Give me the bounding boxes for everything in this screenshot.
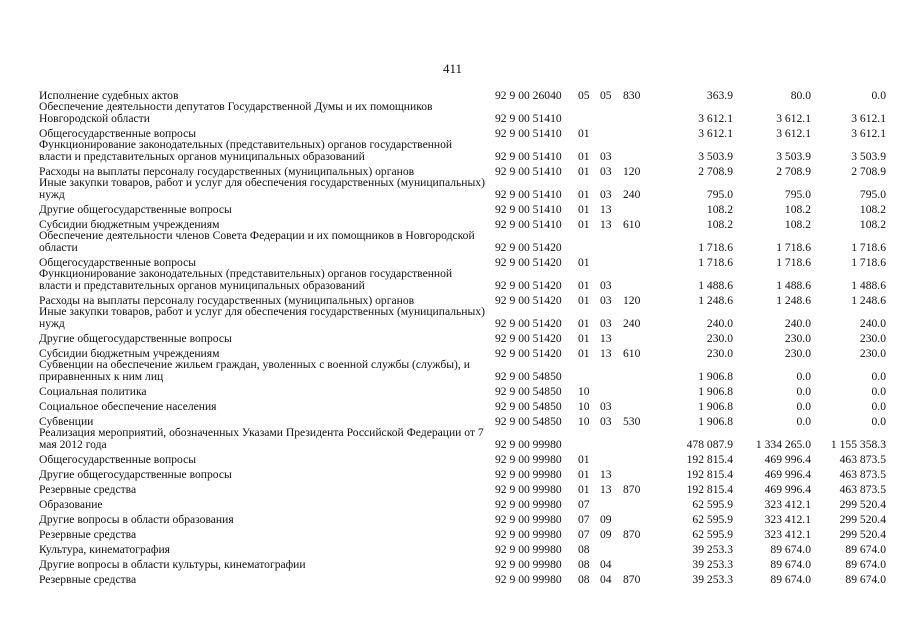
table-row (39, 306, 886, 329)
amount-year-2-cell: 2 708.9 (776, 164, 811, 178)
amount-year-2-cell: 1 718.6 (776, 255, 811, 269)
table-row (39, 253, 886, 268)
target-article-code-cell: 92 9 00 51410 (495, 111, 562, 125)
amount-year-2-cell: 469 996.4 (764, 482, 811, 496)
expense-name-cell: Субсидии бюджетным учреждениям (39, 217, 220, 231)
section-code-cell (578, 427, 600, 450)
section-code-cell (578, 230, 600, 253)
expense-name-cell: Субвенции на обеспечение жильем граждан, уволенных с военной службы (службы), и приравненных к ним лиц (39, 358, 470, 383)
amount-year-3-cell: 463 873.5 (839, 467, 886, 481)
amount-year-1-cell: 1 248.6 (698, 293, 733, 307)
amount-year-3-cell: 230.0 (859, 346, 886, 360)
expense-name-cell: Общегосударственные вопросы (39, 126, 197, 140)
amount-year-2-cell: 89 674.0 (770, 542, 811, 556)
subsection-code-cell (600, 253, 623, 268)
table-row (39, 329, 886, 344)
table-row (39, 570, 886, 585)
target-article-code-cell: 92 9 00 51410 (495, 164, 562, 178)
table-row (39, 495, 886, 510)
amount-year-1-cell: 3 612.1 (698, 111, 733, 125)
amount-year-3-cell: 463 873.5 (839, 452, 886, 466)
amount-year-1-cell: 62 595.9 (692, 527, 733, 541)
amount-year-2-cell: 230.0 (784, 346, 811, 360)
amount-year-1-cell: 62 595.9 (692, 497, 733, 511)
section-code-cell: 08 (578, 542, 590, 556)
subsection-code-cell: 13 (600, 217, 612, 231)
section-code-cell: 01 (578, 467, 590, 481)
section-code-cell: 01 (578, 316, 590, 330)
expense-type-code-cell: 610 (623, 346, 641, 360)
amount-year-1-cell: 39 253.3 (692, 557, 733, 571)
amount-year-1-cell: 795.0 (706, 187, 733, 201)
section-code-cell (578, 101, 600, 124)
section-code-cell: 01 (578, 217, 590, 231)
amount-year-3-cell: 795.0 (859, 187, 886, 201)
section-code-cell: 01 (578, 482, 590, 496)
amount-year-3-cell: 1 248.6 (851, 293, 886, 307)
expense-type-code-cell: 870 (623, 572, 641, 586)
expense-name-cell: Иные закупки товаров, работ и услуг для обеспечения государственных (муниципальных) нужд (39, 176, 485, 201)
subsection-code-cell (600, 359, 623, 382)
expense-type-code-cell: 610 (623, 217, 641, 231)
target-article-code-cell: 92 9 00 51420 (495, 346, 562, 360)
target-article-code-cell: 92 9 00 99980 (495, 557, 562, 571)
table-row (39, 480, 886, 495)
amount-year-2-cell: 3 612.1 (776, 126, 811, 140)
section-code-cell: 01 (578, 331, 590, 345)
target-article-code-cell: 92 9 00 51420 (495, 293, 562, 307)
table-row (39, 200, 886, 215)
expense-type-code-cell (623, 510, 653, 525)
amount-year-1-cell: 108.2 (706, 217, 733, 231)
expense-type-code-cell: 870 (623, 482, 641, 496)
amount-year-2-cell: 240.0 (784, 316, 811, 330)
amount-year-1-cell: 192 815.4 (686, 452, 733, 466)
amount-year-3-cell: 3 612.1 (851, 126, 886, 140)
target-article-code-cell: 92 9 00 51410 (495, 126, 562, 140)
subsection-code-cell: 13 (600, 331, 612, 345)
expense-name-cell: Социальная политика (39, 384, 147, 398)
amount-year-2-cell: 0.0 (796, 399, 811, 413)
amount-year-2-cell: 0.0 (796, 414, 811, 428)
amount-year-2-cell: 0.0 (796, 384, 811, 398)
amount-year-2-cell: 108.2 (784, 217, 811, 231)
subsection-code-cell: 13 (600, 202, 612, 216)
subsection-code-cell (600, 101, 623, 124)
expense-name-cell: Другие вопросы в области образования (39, 512, 234, 526)
amount-year-3-cell: 1 488.6 (851, 278, 886, 292)
amount-year-1-cell: 230.0 (706, 331, 733, 345)
expense-name-cell: Другие общегосударственные вопросы (39, 202, 232, 216)
section-code-cell: 01 (578, 149, 590, 163)
amount-year-2-cell: 89 674.0 (770, 557, 811, 571)
target-article-code-cell: 92 9 00 51420 (495, 278, 562, 292)
expense-type-code-cell (623, 200, 653, 215)
amount-year-1-cell: 39 253.3 (692, 542, 733, 556)
table-row (39, 139, 886, 162)
target-article-code-cell: 92 9 00 51410 (495, 217, 562, 231)
expense-name-cell: Обеспечение деятельности депутатов Государственной Думы и их помощников Новгородской области (39, 100, 433, 125)
expense-type-code-cell: 120 (623, 164, 641, 178)
target-article-code-cell: 92 9 00 99980 (495, 452, 562, 466)
amount-year-1-cell: 192 815.4 (686, 467, 733, 481)
amount-year-2-cell: 1 334 265.0 (755, 437, 811, 451)
amount-year-3-cell: 89 674.0 (845, 572, 886, 586)
section-code-cell: 01 (578, 278, 590, 292)
target-article-code-cell: 92 9 00 99980 (495, 512, 562, 526)
expense-name-cell: Субсидии бюджетным учреждениям (39, 346, 220, 360)
expense-name-cell: Функционирование законодательных (представительных) органов государственной власти и представительных органов муниципальных образований (39, 267, 453, 292)
amount-year-2-cell: 0.0 (796, 369, 811, 383)
section-code-cell: 10 (578, 384, 590, 398)
expense-type-code-cell: 240 (623, 316, 641, 330)
amount-year-1-cell: 108.2 (706, 202, 733, 216)
table-row (39, 555, 886, 570)
expense-name-cell: Резервные средства (39, 572, 137, 586)
expense-name-cell: Общегосударственные вопросы (39, 255, 197, 269)
amount-year-1-cell: 478 087.9 (686, 437, 733, 451)
amount-year-3-cell: 0.0 (871, 369, 886, 383)
expense-name-cell: Другие общегосударственные вопросы (39, 331, 232, 345)
target-article-code-cell: 92 9 00 51420 (495, 316, 562, 330)
expense-name-cell: Резервные средства (39, 482, 137, 496)
subsection-code-cell: 04 (600, 572, 612, 586)
table-row (39, 124, 886, 139)
amount-year-3-cell: 108.2 (859, 217, 886, 231)
table-row (39, 215, 886, 230)
subsection-code-cell: 03 (600, 278, 612, 292)
amount-year-1-cell: 39 253.3 (692, 572, 733, 586)
expense-type-code-cell (623, 465, 653, 480)
amount-year-2-cell: 1 248.6 (776, 293, 811, 307)
expense-type-code-cell (623, 382, 653, 397)
expense-name-cell: Иные закупки товаров, работ и услуг для обеспечения государственных (муниципальных) нужд (39, 305, 485, 330)
amount-year-1-cell: 192 815.4 (686, 482, 733, 496)
table-row (39, 525, 886, 540)
page-number: 411 (442, 61, 463, 76)
expense-name-cell: Обеспечение деятельности членов Совета Федерации и их помощников в Новгородской области (39, 229, 475, 254)
expense-type-code-cell (623, 450, 653, 465)
target-article-code-cell: 92 9 00 51410 (495, 202, 562, 216)
section-code-cell: 08 (578, 572, 590, 586)
table-row (39, 101, 886, 124)
target-article-code-cell: 92 9 00 26040 (495, 88, 562, 102)
amount-year-1-cell: 1 488.6 (698, 278, 733, 292)
table-row (39, 427, 886, 450)
section-code-cell: 07 (578, 497, 590, 511)
target-article-code-cell: 92 9 00 54850 (495, 384, 562, 398)
amount-year-1-cell: 1 718.6 (698, 255, 733, 269)
amount-year-3-cell: 299 520.4 (839, 497, 886, 511)
expense-name-cell: Резервные средства (39, 527, 137, 541)
amount-year-1-cell: 1 906.8 (698, 414, 733, 428)
amount-year-1-cell: 363.9 (706, 88, 733, 102)
section-code-cell: 01 (578, 293, 590, 307)
expense-name-cell: Культура, кинематография (39, 542, 170, 556)
expense-name-cell: Другие вопросы в области культуры, кинематографии (39, 557, 306, 571)
target-article-code-cell: 92 9 00 51420 (495, 240, 562, 254)
subsection-code-cell: 13 (600, 482, 612, 496)
expense-type-code-cell: 120 (623, 293, 641, 307)
target-article-code-cell: 92 9 00 51420 (495, 255, 562, 269)
expense-name-cell: Расходы на выплаты персоналу государственных (муниципальных) органов (39, 293, 415, 307)
amount-year-3-cell: 0.0 (871, 384, 886, 398)
amount-year-1-cell: 62 595.9 (692, 512, 733, 526)
amount-year-2-cell: 80.0 (790, 88, 811, 102)
subsection-code-cell: 03 (600, 414, 612, 428)
target-article-code-cell: 92 9 00 54850 (495, 369, 562, 383)
budget-table (39, 86, 886, 585)
target-article-code-cell: 92 9 00 99980 (495, 527, 562, 541)
amount-year-2-cell: 3 503.9 (776, 149, 811, 163)
expense-name-cell: Субвенции (39, 414, 94, 428)
table-row (39, 359, 886, 382)
amount-year-1-cell: 3 503.9 (698, 149, 733, 163)
amount-year-3-cell: 230.0 (859, 331, 886, 345)
amount-year-1-cell: 3 612.1 (698, 126, 733, 140)
target-article-code-cell: 92 9 00 51420 (495, 331, 562, 345)
subsection-code-cell: 05 (600, 88, 612, 102)
expense-type-code-cell (623, 427, 653, 450)
amount-year-2-cell: 323 412.1 (764, 512, 811, 526)
amount-year-2-cell: 1 718.6 (776, 240, 811, 254)
target-article-code-cell: 92 9 00 51410 (495, 149, 562, 163)
amount-year-1-cell: 2 708.9 (698, 164, 733, 178)
amount-year-3-cell: 89 674.0 (845, 557, 886, 571)
amount-year-3-cell: 89 674.0 (845, 542, 886, 556)
expense-type-code-cell (623, 230, 653, 253)
table-row (39, 230, 886, 253)
amount-year-3-cell: 2 708.9 (851, 164, 886, 178)
expense-type-code-cell (623, 397, 653, 412)
subsection-code-cell: 03 (600, 164, 612, 178)
target-article-code-cell: 92 9 00 54850 (495, 414, 562, 428)
subsection-code-cell (600, 450, 623, 465)
expense-type-code-cell: 830 (623, 88, 641, 102)
amount-year-3-cell: 108.2 (859, 202, 886, 216)
subsection-code-cell: 03 (600, 316, 612, 330)
table-row (39, 177, 886, 200)
expense-type-code-cell: 870 (623, 527, 641, 541)
amount-year-3-cell: 0.0 (871, 399, 886, 413)
section-code-cell: 01 (578, 187, 590, 201)
section-code-cell: 01 (578, 202, 590, 216)
amount-year-3-cell: 0.0 (871, 414, 886, 428)
section-code-cell: 10 (578, 414, 590, 428)
subsection-code-cell (600, 427, 623, 450)
expense-name-cell: Функционирование законодательных (представительных) органов государственной власти и представительных органов муниципальных образований (39, 138, 453, 163)
amount-year-3-cell: 3 612.1 (851, 111, 886, 125)
subsection-code-cell (600, 540, 623, 555)
table-row (39, 412, 886, 427)
expense-name-cell: Другие общегосударственные вопросы (39, 467, 232, 481)
target-article-code-cell: 92 9 00 99980 (495, 482, 562, 496)
amount-year-2-cell: 469 996.4 (764, 467, 811, 481)
subsection-code-cell: 03 (600, 399, 612, 413)
target-article-code-cell: 92 9 00 99980 (495, 542, 562, 556)
expense-type-code-cell (623, 101, 653, 124)
amount-year-1-cell: 230.0 (706, 346, 733, 360)
amount-year-2-cell: 1 488.6 (776, 278, 811, 292)
subsection-code-cell: 03 (600, 187, 612, 201)
amount-year-2-cell: 3 612.1 (776, 111, 811, 125)
amount-year-2-cell: 323 412.1 (764, 527, 811, 541)
target-article-code-cell: 92 9 00 51410 (495, 187, 562, 201)
target-article-code-cell: 92 9 00 54850 (495, 399, 562, 413)
table-row (39, 86, 886, 101)
expense-name-cell: Общегосударственные вопросы (39, 452, 197, 466)
expense-name-cell: Расходы на выплаты персоналу государственных (муниципальных) органов (39, 164, 415, 178)
amount-year-1-cell: 1 906.8 (698, 399, 733, 413)
table-row (39, 291, 886, 306)
amount-year-3-cell: 3 503.9 (851, 149, 886, 163)
section-code-cell: 07 (578, 527, 590, 541)
expense-name-cell: Социальное обеспечение населения (39, 399, 217, 413)
section-code-cell: 01 (578, 126, 590, 140)
expense-type-code-cell: 240 (623, 187, 641, 201)
table-row (39, 397, 886, 412)
amount-year-3-cell: 299 520.4 (839, 527, 886, 541)
table-row (39, 540, 886, 555)
amount-year-3-cell: 1 718.6 (851, 240, 886, 254)
amount-year-1-cell: 240.0 (706, 316, 733, 330)
table-row (39, 450, 886, 465)
amount-year-2-cell: 795.0 (784, 187, 811, 201)
expense-type-code-cell (623, 268, 653, 291)
amount-year-1-cell: 1 906.8 (698, 369, 733, 383)
amount-year-2-cell: 230.0 (784, 331, 811, 345)
expense-name-cell: Реализация мероприятий, обозначенных Указами Президента Российской Федерации от 7 мая 2012 года (39, 426, 484, 451)
table-row (39, 344, 886, 359)
target-article-code-cell: 92 9 00 99980 (495, 572, 562, 586)
subsection-code-cell (600, 495, 623, 510)
subsection-code-cell: 04 (600, 557, 612, 571)
subsection-code-cell: 13 (600, 467, 612, 481)
section-code-cell: 01 (578, 164, 590, 178)
amount-year-3-cell: 1 155 358.3 (830, 437, 886, 451)
budget-table-body (39, 86, 886, 585)
amount-year-3-cell: 463 873.5 (839, 482, 886, 496)
table-row (39, 510, 886, 525)
section-code-cell (578, 359, 600, 382)
expense-type-code-cell (623, 139, 653, 162)
table-row (39, 465, 886, 480)
expense-name-cell: Образование (39, 497, 103, 511)
section-code-cell: 01 (578, 346, 590, 360)
subsection-code-cell: 09 (600, 527, 612, 541)
amount-year-3-cell: 1 718.6 (851, 255, 886, 269)
expense-type-code-cell (623, 555, 653, 570)
table-row (39, 382, 886, 397)
expense-type-code-cell (623, 540, 653, 555)
amount-year-2-cell: 469 996.4 (764, 452, 811, 466)
amount-year-2-cell: 89 674.0 (770, 572, 811, 586)
target-article-code-cell: 92 9 00 99980 (495, 467, 562, 481)
subsection-code-cell: 03 (600, 293, 612, 307)
subsection-code-cell (600, 382, 623, 397)
subsection-code-cell (600, 230, 623, 253)
amount-year-1-cell: 1 906.8 (698, 384, 733, 398)
amount-year-2-cell: 323 412.1 (764, 497, 811, 511)
expense-type-code-cell (623, 124, 653, 139)
amount-year-3-cell: 240.0 (859, 316, 886, 330)
target-article-code-cell: 92 9 00 99980 (495, 497, 562, 511)
amount-year-3-cell: 0.0 (871, 88, 886, 102)
subsection-code-cell: 13 (600, 346, 612, 360)
subsection-code-cell: 03 (600, 149, 612, 163)
section-code-cell: 07 (578, 512, 590, 526)
expense-name-cell: Исполнение судебных актов (39, 88, 179, 102)
amount-year-1-cell: 1 718.6 (698, 240, 733, 254)
subsection-code-cell: 09 (600, 512, 612, 526)
expense-type-code-cell (623, 359, 653, 382)
table-row (39, 162, 886, 177)
subsection-code-cell (600, 124, 623, 139)
expense-type-code-cell (623, 253, 653, 268)
target-article-code-cell: 92 9 00 99980 (495, 437, 562, 451)
amount-year-2-cell: 108.2 (784, 202, 811, 216)
expense-type-code-cell (623, 329, 653, 344)
section-code-cell: 10 (578, 399, 590, 413)
section-code-cell: 01 (578, 255, 590, 269)
section-code-cell: 08 (578, 557, 590, 571)
amount-year-3-cell: 299 520.4 (839, 512, 886, 526)
expense-type-code-cell (623, 495, 653, 510)
table-row (39, 268, 886, 291)
section-code-cell: 05 (578, 88, 590, 102)
section-code-cell: 01 (578, 452, 590, 466)
expense-type-code-cell: 530 (623, 414, 641, 428)
